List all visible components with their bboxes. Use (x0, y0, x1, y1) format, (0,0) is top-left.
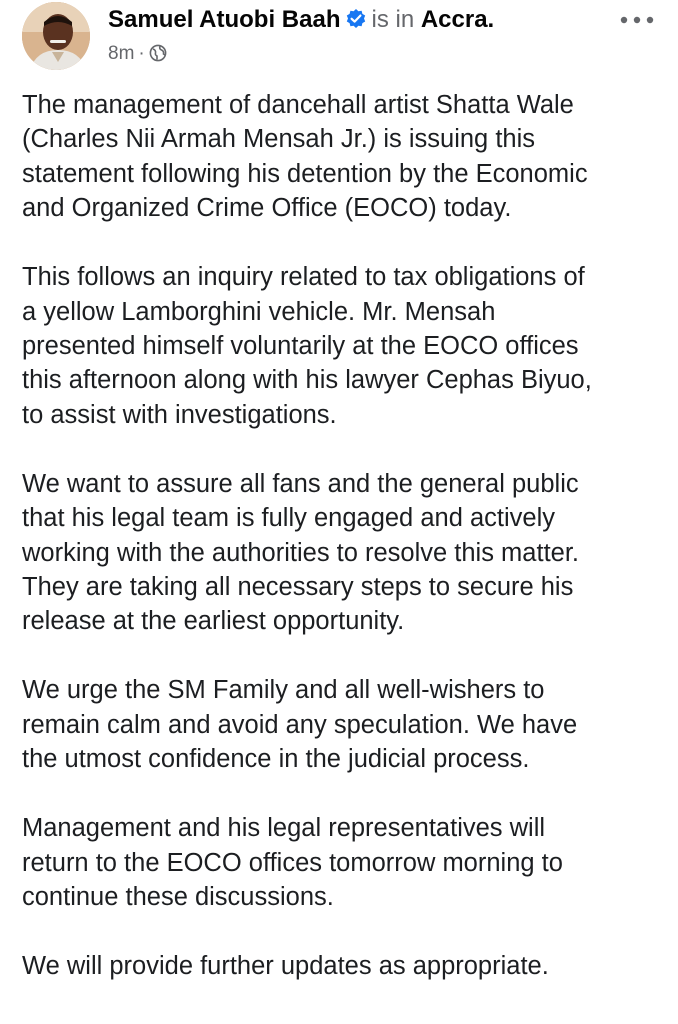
post-paragraph (22, 949, 662, 983)
post-paragraph (22, 811, 662, 914)
post-header (22, 2, 664, 72)
text-line: We urge the SM Family and all well-wishers to (22, 676, 545, 705)
post-meta (108, 42, 167, 69)
text-line: release at the earliest opportunity. (22, 607, 405, 636)
more-options-icon[interactable] (618, 10, 656, 30)
text-line: the utmost confidence in the judicial process. (22, 745, 530, 774)
post-paragraph (22, 673, 662, 776)
text-line: to assist with investigations. (22, 400, 337, 429)
text-line: Management and his legal representatives will (22, 814, 546, 843)
location-link[interactable]: Accra. (420, 6, 495, 33)
text-line: this afternoon along with his lawyer Cephas Biyuo, (22, 366, 592, 395)
text-line: presented himself voluntarily at the EOCO offices (22, 332, 579, 361)
text-line: and Organized Crime Office (EOCO) today. (22, 194, 512, 223)
text-line: a yellow Lamborghini vehicle. Mr. Mensah (22, 297, 496, 326)
post-body (22, 88, 662, 1018)
globe-icon[interactable] (149, 44, 167, 69)
location-prefix: is in (371, 6, 415, 33)
avatar-photo-icon (22, 2, 90, 70)
verified-badge-icon (345, 8, 367, 37)
text-line: We will provide further updates as appropriate. (22, 952, 549, 981)
text-line: They are taking all necessary steps to secure his (22, 573, 574, 602)
post-timestamp[interactable]: 8m (108, 43, 135, 64)
meta-separator: · (138, 43, 145, 64)
text-line: remain calm and avoid any speculation. We have (22, 710, 578, 739)
post-paragraph (22, 467, 662, 639)
text-line: The management of dancehall artist Shatta Wale (22, 91, 574, 119)
text-line: (Charles Nii Armah Mensah Jr.) is issuing this (22, 125, 536, 154)
text-line: This follows an inquiry related to tax obligations of (22, 263, 585, 292)
text-line: continue these discussions. (22, 883, 334, 912)
post-paragraph (22, 88, 662, 226)
text-line: statement following his detention by the Economic (22, 159, 588, 188)
text-line: return to the EOCO offices tomorrow morning to (22, 848, 563, 877)
text-line: working with the authorities to resolve this matter. (22, 538, 580, 567)
text-line: that his legal team is fully engaged and actively (22, 504, 555, 533)
author-name[interactable]: Samuel Atuobi Baah (108, 6, 341, 33)
text-line: We want to assure all fans and the general public (22, 469, 579, 498)
author-avatar[interactable] (22, 2, 90, 70)
author-line (108, 6, 494, 37)
post-paragraph (22, 260, 662, 432)
